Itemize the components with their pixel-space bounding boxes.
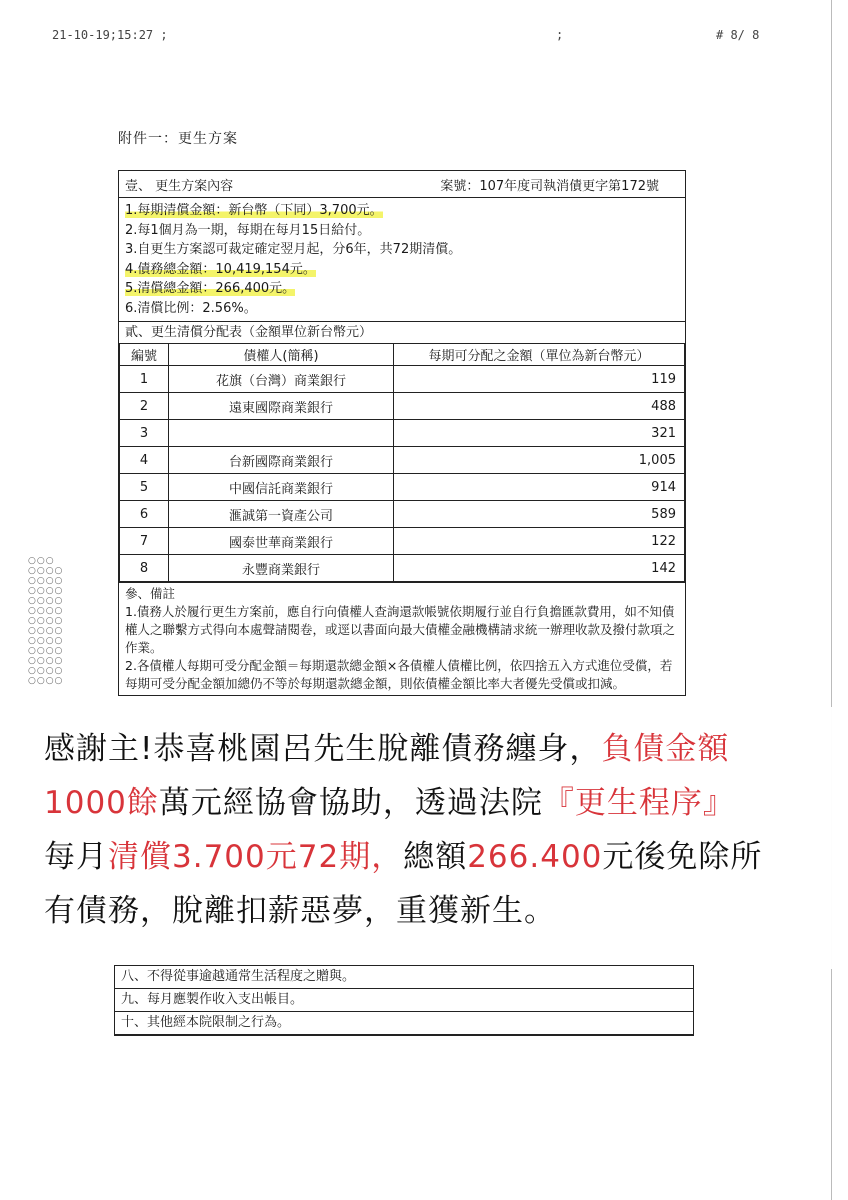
notes-section	[119, 582, 685, 695]
row-amount: 321	[394, 420, 685, 447]
distribution-table	[119, 343, 685, 582]
note-item: 1.債務人於履行更生方案前，應自行向債權人查詢還款帳號依期履行並自行負擔匯款費用，如不知債權人之聯繫方式得向本處聲請閱卷，或逕以書面向最大債權金融機構請求統一辦理收款及撥付款項之作業。	[125, 604, 676, 655]
plan-header	[119, 171, 685, 198]
plan-item	[125, 221, 679, 241]
row-creditor: 台新國際商業銀行	[169, 447, 394, 474]
ann-highlight: 266.400	[467, 839, 603, 875]
row-creditor: 遠東國際商業銀行	[169, 393, 394, 420]
ann-highlight: 清償3.700元72期，	[108, 839, 404, 875]
ann-part: 總額	[403, 839, 468, 875]
ann-part: 每月	[44, 839, 108, 875]
row-amount: 122	[394, 528, 685, 555]
table-row	[120, 447, 685, 474]
table-row	[120, 420, 685, 447]
row-amount: 119	[394, 366, 685, 393]
table-row	[120, 366, 685, 393]
table-row	[120, 393, 685, 420]
row-no: 6	[120, 501, 169, 528]
header-creditor: 債權人(簡稱)	[169, 344, 394, 366]
row-no: 2	[120, 393, 169, 420]
row-creditor: 國泰世華商業銀行	[169, 528, 394, 555]
page-edge	[831, 0, 832, 1200]
row-creditor: 永豐商業銀行	[169, 555, 394, 582]
distribution-title: 貳、更生清償分配表（金額單位新台幣元）	[119, 321, 685, 343]
ann-part: 元後免除所有債務，脫離扣薪惡夢，重獲新生。	[44, 839, 763, 929]
row-creditor: 中國信託商業銀行	[169, 474, 394, 501]
ann-part: 感謝主!恭喜桃園呂先生脫離債務纏身，	[44, 731, 602, 767]
table-row	[120, 555, 685, 582]
table-header-row	[120, 344, 685, 366]
row-no: 4	[120, 447, 169, 474]
row-amount: 142	[394, 555, 685, 582]
binder-holes-decoration: ○○○ ○○○○ ○○○○ ○○○○ ○○○○ ○○○○ ○○○○ ○○○○ ○○○○ ○○○○ ○○○○ ○○○○ ○○○○	[28, 556, 64, 686]
plan-item-text: 5.清償總金額：266,400元。	[125, 281, 296, 296]
plan-item-text: 1.每期清償金額：新台幣（下同）3,700元。	[125, 203, 383, 218]
note-item: 2.各債權人每期可受分配金額＝每期還款總金額×各債權人債權比例，依四捨五入方式進位受償，若每期可受分配金額加總仍不等於每期還款總金額，則依債權金額比率大者優先受償或扣減。	[125, 658, 673, 691]
fax-separator: ;	[556, 28, 564, 42]
ann-highlight: 負債金額1000餘	[44, 731, 730, 821]
restriction-item: 十、其他經本院限制之行為。	[115, 1011, 693, 1035]
plan-document	[118, 170, 686, 696]
plan-items	[119, 198, 685, 321]
ann-part: 萬元經協會協助，透過法院	[158, 785, 543, 821]
notes-title: 參、備註	[125, 586, 176, 601]
plan-item-text: 4.債務總金額：10,419,154元。	[125, 261, 316, 277]
row-creditor: 滙誠第一資產公司	[169, 501, 394, 528]
row-no: 3	[120, 420, 169, 447]
plan-item	[125, 260, 679, 280]
ann-highlight: 『更生程序』	[542, 785, 735, 821]
row-creditor	[169, 420, 394, 447]
table-row	[120, 474, 685, 501]
header-amount: 每期可分配之金額（單位為新台幣元）	[394, 344, 685, 366]
table-row	[120, 501, 685, 528]
header-no: 編號	[120, 344, 169, 366]
row-amount: 589	[394, 501, 685, 528]
restriction-item: 八、不得從事逾越通常生活程度之贈與。	[115, 965, 693, 988]
row-amount: 1,005	[394, 447, 685, 474]
table-row	[120, 528, 685, 555]
plan-section-title: 壹、 更生方案內容	[125, 178, 234, 194]
fax-page-number: # 8/ 8	[716, 28, 760, 42]
attachment-title: 附件一：更生方案	[118, 131, 238, 147]
row-amount: 488	[394, 393, 685, 420]
announcement-text	[44, 722, 764, 938]
row-creditor: 花旗（台灣）商業銀行	[169, 366, 394, 393]
plan-item	[125, 279, 679, 299]
plan-item	[125, 201, 679, 221]
row-no: 5	[120, 474, 169, 501]
fax-timestamp: 21-10-19;15:27 ;	[52, 28, 168, 42]
plan-item	[125, 299, 679, 319]
row-no: 1	[120, 366, 169, 393]
row-no: 7	[120, 528, 169, 555]
plan-item-text: 3.自更生方案認可裁定確定翌月起，分6年，共72期清償。	[125, 242, 462, 257]
plan-item-text: 6.清償比例：2.56%。	[125, 300, 257, 316]
row-no: 8	[120, 555, 169, 582]
plan-item	[125, 240, 679, 260]
restrictions-list	[114, 965, 694, 1036]
plan-item-text: 2.每1個月為一期，每期在每月15日給付。	[125, 222, 371, 238]
case-number: 案號：107年度司執消債更字第172號	[440, 178, 659, 194]
restriction-item: 九、每月應製作收入支出帳目。	[115, 988, 693, 1011]
row-amount: 914	[394, 474, 685, 501]
